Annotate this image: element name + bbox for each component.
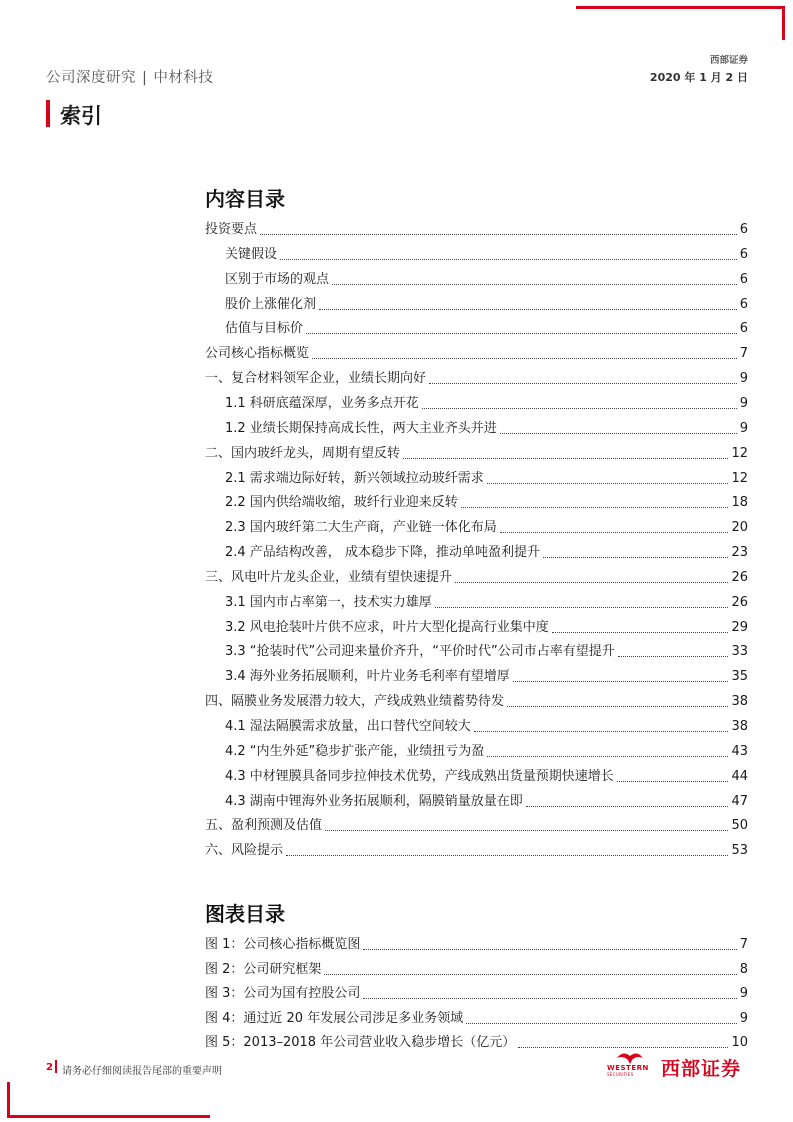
toc-entry-label: 一、复合材料领军企业，业绩长期向好 [205,371,427,387]
header-brand: 西部证券 [709,55,748,66]
toc-leader-dots [280,258,737,260]
toc-entry-page: 38 [731,719,748,734]
figure-entry[interactable] [205,1031,748,1051]
toc-entry-label: 2.2 国内供给端收缩，玻纤行业迎来反转 [225,495,458,511]
toc-entry[interactable] [205,814,748,834]
toc-entry-page: 50 [731,818,748,834]
toc-entry-label: 五、盈利预测及估值 [205,818,323,834]
figure-entry-page: 9 [739,986,748,1002]
toc-entry[interactable] [225,392,748,412]
toc-entry-label: 2.4 产品结构改善， 成本稳步下降，推动单吨盈利提升 [225,545,540,561]
toc-leader-dots [422,407,737,409]
header-date: 2020 年 1 月 2 日 [649,71,748,84]
figure-leader-dots [518,1046,728,1048]
toc-entry-label: 4.3 中材锂膜具备同步拉伸技术优势，产线成熟出货量预期快速增长 [225,768,614,784]
toc-entry-label: 三、风电叶片龙头企业，业绩有望快速提升 [205,569,453,585]
toc-entry-label: 区别于市场的观点 [225,271,330,287]
index-title: 索引 [60,104,102,128]
toc-entry-label: 3.3 “抢装时代”公司迎来量价齐升，“平价时代”公司市占率有望提升 [225,644,615,660]
bottom-left-corner-line-v [7,1082,10,1117]
toc-entry-page: 9 [739,420,748,436]
toc-entry[interactable] [225,417,748,437]
logo-en-top: WESTERN [607,1064,649,1072]
figure-entry-page: 8 [739,961,748,977]
toc-entry-page: 6 [739,271,748,287]
toc-entry-label: 3.4 海外业务拓展顺利，叶片业务毛利率有望增厚 [225,669,510,685]
toc-leader-dots [455,581,728,583]
toc-leader-dots [487,755,728,757]
figure-leader-dots [324,973,736,975]
company-name: 中材科技 [153,70,214,86]
toc-entry-label: 六、风险提示 [205,843,284,859]
toc-leader-dots [617,780,729,782]
toc-entry-page: 43 [731,743,748,759]
toc-leader-dots [461,506,729,508]
toc-entry-page: 12 [731,470,748,486]
toc-leader-dots [286,854,728,856]
toc-leader-dots [306,332,737,334]
toc-leader-dots [543,556,729,558]
figure-entry[interactable] [205,1007,748,1027]
figure-entry-page: 7 [739,937,748,952]
top-right-corner-line-v [782,6,785,40]
toc-entry-page: 6 [739,246,748,262]
toc-entry-page: 35 [731,669,748,685]
toc-title: 内容目录 [205,187,285,211]
figure-entry-label: 图 2：公司研究框架 [205,961,322,977]
toc-entry[interactable] [225,665,748,685]
toc-entry[interactable] [205,218,748,238]
toc-entry[interactable] [225,740,748,760]
toc-entry-page: 33 [731,644,748,660]
toc-entry-label: 3.1 国内市占率第一，技术实力雄厚 [225,594,432,610]
index-accent-bar [46,100,50,127]
toc-entry[interactable] [225,516,748,536]
toc-entry[interactable] [225,765,748,785]
toc-entry-page: 20 [731,520,748,536]
figure-entry-label: 图 4：通过近 20 年发展公司涉足多业务领域 [205,1010,464,1026]
toc-entry[interactable] [225,640,748,660]
bottom-left-corner-line-h [7,1115,210,1118]
toc-entry-page: 38 [731,694,748,710]
toc-entry-page: 47 [731,793,748,809]
report-type: 公司深度研究 [46,70,136,86]
toc-leader-dots [260,233,737,235]
toc-entry-page: 53 [731,843,748,859]
toc-entry-label: 公司核心指标概览 [205,346,310,362]
toc-entry-label: 投资要点 [205,222,258,237]
figure-entry[interactable] [205,933,748,953]
toc-entry-label: 4.1 湿法隔膜需求放量，出口替代空间较大 [225,719,471,734]
toc-entry[interactable] [225,293,748,313]
toc-entry-page: 18 [731,495,748,511]
toc-entry[interactable] [225,616,748,636]
toc-leader-dots [435,606,729,608]
toc-entry-label: 二、国内玻纤龙头，周期有望反转 [205,445,401,461]
figure-entry-label: 图 1：公司核心指标概览图 [205,937,361,952]
toc-leader-dots [429,382,737,384]
toc-entry-label: 2.3 国内玻纤第二大生产商，产业链一体化布局 [225,520,497,536]
figure-leader-dots [363,997,736,999]
toc-entry-page: 12 [731,445,748,461]
toc-entry[interactable] [205,442,748,462]
figure-entry[interactable] [205,958,748,978]
toc-entry[interactable] [225,541,748,561]
footer-divider [55,1060,57,1073]
toc-leader-dots [319,308,737,310]
toc-entry[interactable] [205,839,748,859]
toc-entry-label: 4.3 湖南中锂海外业务拓展顺利，隔膜销量放量在即 [225,793,523,809]
toc-entry-label: 3.2 风电抢装叶片供不应求，叶片大型化提高行业集中度 [225,619,549,635]
toc-entry-page: 9 [739,395,748,411]
toc-entry[interactable] [225,317,748,337]
toc-entry-label: 估值与目标价 [225,321,304,337]
toc-leader-dots [507,705,728,707]
toc-entry-page: 26 [731,569,748,585]
header-left [46,66,213,87]
figures-title: 图表目录 [205,902,285,926]
footer-disclaimer: 请务必仔细阅读报告尾部的重要声明 [62,1066,222,1077]
toc-leader-dots [500,432,737,434]
toc-entry[interactable] [225,715,748,735]
toc-entry-page: 6 [739,321,748,337]
top-right-corner-line-h [576,6,785,9]
toc-leader-dots [332,283,737,285]
figure-leader-dots [363,948,736,950]
toc-entry-page: 26 [731,594,748,610]
toc-entry-label: 关键假设 [225,246,278,262]
toc-entry-page: 44 [731,768,748,784]
toc-entry[interactable] [225,591,748,611]
logo-cn: 西部证券 [661,1058,742,1080]
toc-entry-page: 7 [739,346,748,362]
toc-entry-label: 1.2 业绩长期保持高成长性，两大主业齐头并进 [225,420,497,436]
toc-entry[interactable] [225,790,748,810]
toc-entry[interactable] [205,342,748,362]
toc-entry-label: 2.1 需求端边际好转，新兴领域拉动玻纤需求 [225,470,484,486]
toc-leader-dots [552,631,729,633]
figure-entry-page: 10 [731,1035,748,1051]
toc-leader-dots [474,730,729,732]
figure-entry-label: 图 3：公司为国有控股公司 [205,986,361,1002]
toc-entry[interactable] [225,491,748,511]
toc-entry-label: 股价上涨催化剂 [225,296,317,312]
logo-en-bottom: SECURITIES [607,1072,634,1077]
footer-page-number: 2 [46,1062,53,1073]
toc-entry[interactable] [205,690,748,710]
toc-leader-dots [513,680,729,682]
toc-entry-label: 1.1 科研底蕴深厚，业务多点开花 [225,395,419,411]
toc-entry[interactable] [205,566,748,586]
toc-entry[interactable] [225,467,748,487]
toc-entry-page: 23 [731,545,748,561]
toc-entry[interactable] [225,268,748,288]
toc-leader-dots [312,357,737,359]
figure-leader-dots [466,1022,737,1024]
toc-leader-dots [526,805,729,807]
figure-entry[interactable] [205,982,748,1002]
toc-entry-page: 6 [739,296,748,312]
toc-leader-dots [403,457,728,459]
toc-leader-dots [487,482,729,484]
toc-entry-label: 4.2 “内生外延”稳步扩张产能，业绩扭亏为盈 [225,743,485,759]
toc-entry-label: 四、隔膜业务发展潜力较大，产线成熟业绩蓄势待发 [205,694,505,710]
toc-leader-dots [500,531,729,533]
header-separator: | [142,70,148,86]
toc-entry-page: 9 [739,371,748,387]
toc-leader-dots [325,829,728,831]
figure-entry-label: 图 5：2013–2018 年公司营业收入稳步增长（亿元） [205,1035,516,1051]
toc-entry[interactable] [205,367,748,387]
toc-entry[interactable] [225,243,748,263]
toc-entry-page: 6 [739,222,748,237]
toc-entry-page: 29 [731,619,748,635]
figure-entry-page: 9 [739,1010,748,1026]
toc-leader-dots [618,655,729,657]
western-securities-logo [607,1052,749,1080]
